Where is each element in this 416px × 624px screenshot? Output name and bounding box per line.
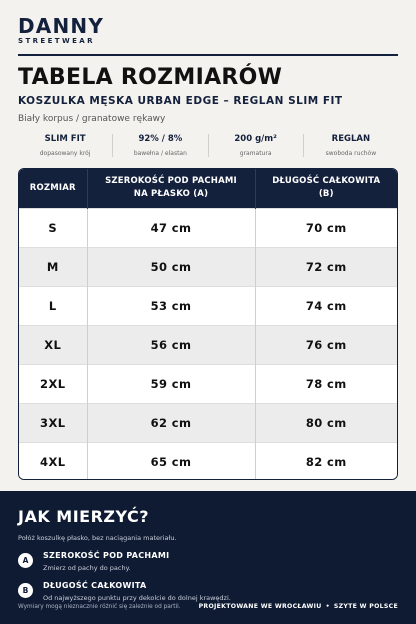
batch-note: Wymiary mogą nieznacznie różnić się zależnie od partii.	[18, 603, 181, 610]
badge-b: B	[18, 583, 33, 598]
footer-bar	[18, 603, 398, 610]
spec-fit	[18, 134, 112, 157]
product-name: KOSZULKA MĘSKA URBAN EDGE – REGLAN SLIM FIT	[18, 95, 343, 107]
measure-section	[0, 491, 416, 624]
length-cell: 70 cm	[255, 208, 397, 247]
designed-in: PROJEKTOWANE WE WROCŁAWIU	[198, 603, 322, 610]
step-description: Od najwyższego punktu przy dekolcie do dolnej krawędzi.	[43, 594, 231, 602]
table-row	[19, 325, 397, 364]
size-cell: 2XL	[19, 364, 87, 403]
width-cell: 53 cm	[87, 286, 255, 325]
spec-strip	[18, 134, 398, 157]
table-row	[19, 364, 397, 403]
width-cell: 65 cm	[87, 442, 255, 480]
measure-step-a	[18, 551, 398, 572]
table-row	[19, 247, 397, 286]
table-header-row	[19, 169, 397, 208]
measure-title: JAK MIERZYĆ?	[18, 507, 150, 526]
brand-subtitle: STREETWEAR	[18, 37, 95, 45]
header-divider	[18, 54, 398, 56]
length-cell: 76 cm	[255, 325, 397, 364]
size-cell: S	[19, 208, 87, 247]
size-cell: L	[19, 286, 87, 325]
badge-a: A	[18, 553, 33, 568]
spec-material	[112, 134, 207, 157]
size-cell: M	[19, 247, 87, 286]
length-cell: 72 cm	[255, 247, 397, 286]
length-cell: 80 cm	[255, 403, 397, 442]
size-cell: 4XL	[19, 442, 87, 480]
table-row	[19, 208, 397, 247]
spec-value: REGLAN	[331, 134, 371, 144]
spec-sleeve	[303, 134, 398, 157]
spec-label: bawełna / elastan	[133, 150, 187, 157]
spec-value: 200 g/m²	[234, 134, 277, 144]
page-title: TABELA ROZMIARÓW	[18, 65, 283, 90]
col-header-length: DŁUGOŚĆ CAŁKOWITA (B)	[255, 169, 397, 208]
bullet-separator: •	[325, 603, 330, 610]
width-cell: 56 cm	[87, 325, 255, 364]
length-cell: 82 cm	[255, 442, 397, 480]
spec-label: dopasowany krój	[39, 150, 91, 157]
spec-label: swoboda ruchów	[325, 150, 377, 157]
table-row	[19, 286, 397, 325]
step-title: DŁUGOŚĆ CAŁKOWITA	[43, 581, 147, 590]
length-cell: 74 cm	[255, 286, 397, 325]
step-title: SZEROKOŚĆ POD PACHAMI	[43, 551, 170, 560]
width-cell: 47 cm	[87, 208, 255, 247]
length-cell: 78 cm	[255, 364, 397, 403]
width-cell: 62 cm	[87, 403, 255, 442]
step-description: Zmierz od pachy do pachy.	[43, 564, 131, 572]
product-colors: Biały korpus / granatowe rękawy	[18, 114, 166, 124]
brand-logo: DANNY	[18, 14, 105, 38]
size-cell: XL	[19, 325, 87, 364]
width-cell: 59 cm	[87, 364, 255, 403]
width-cell: 50 cm	[87, 247, 255, 286]
table-row	[19, 442, 397, 480]
spec-label: gramatura	[239, 150, 272, 157]
spec-weight	[208, 134, 303, 157]
made-in	[199, 603, 398, 610]
measure-intro: Połóż koszulkę płasko, bez naciągania materiału.	[18, 534, 177, 542]
size-table	[18, 168, 398, 480]
spec-value: SLIM FIT	[44, 134, 86, 144]
header	[0, 0, 416, 157]
size-cell: 3XL	[19, 403, 87, 442]
spec-value: 92% / 8%	[138, 134, 183, 144]
table-row	[19, 403, 397, 442]
sewn-in: SZYTE W POLSCE	[333, 603, 398, 610]
col-header-width: SZEROKOŚĆ POD PACHAMI NA PŁASKO (A)	[87, 169, 255, 208]
measure-step-b	[18, 581, 398, 602]
col-header-size: ROZMIAR	[19, 169, 87, 208]
